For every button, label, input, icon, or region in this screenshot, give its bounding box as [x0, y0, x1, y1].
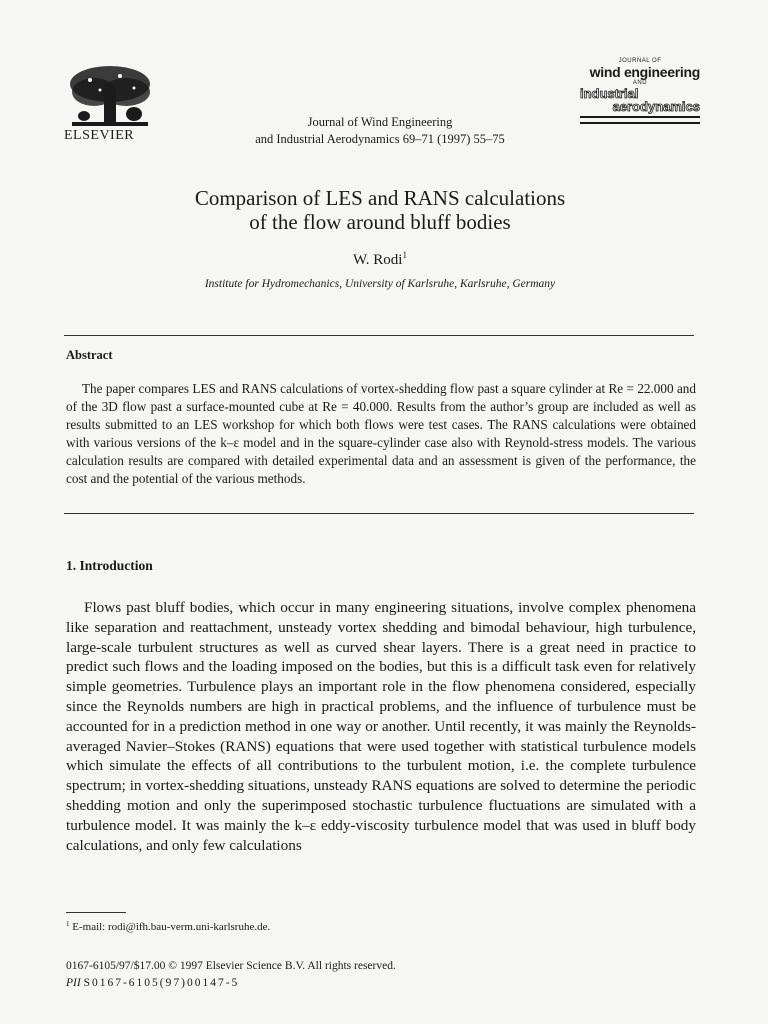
journal-line-1: Journal of Wind Engineering	[307, 115, 453, 129]
pii-code: S0167-6105(97)00147-5	[83, 977, 240, 989]
abstract-heading: Abstract	[66, 348, 113, 362]
author	[80, 250, 680, 269]
journal-line-2: and Industrial Aerodynamics 69–71 (1997) 55–75	[255, 132, 505, 146]
title-line-1: Comparison of LES and RANS calculations	[194, 186, 566, 210]
divider	[64, 513, 694, 514]
journal-logo-and: AND	[632, 80, 648, 86]
journal-logo-aerodynamics: aerodynamics	[612, 99, 700, 114]
journal-logo-wind: wind engineering	[589, 64, 700, 80]
copyright-line: 0167-6105/97/$17.00 © 1997 Elsevier Science B.V. All rights reserved.	[66, 960, 396, 972]
copyright-block	[66, 958, 396, 992]
abstract-text: The paper compares LES and RANS calculations of vortex-shedding flow past a square cylinder at Re = 22.000 and of the 3D flow past a surface-mounted cube at Re = 40.000. Results from the author’s group are included as well as results submitted to an LES workshop for which both flows were test cases. The RANS calculations were obtained with various versions of the k–ε model and in the square-cylinder case also with Reynold-stress models. The various calculation results are compared with detailed experimental data and an assessment is given of the performance, the cost and the potential of the various methods.	[66, 381, 696, 486]
author-footnote-mark: 1	[402, 250, 407, 260]
journal-reference	[180, 114, 580, 148]
divider	[64, 335, 694, 336]
affiliation: Institute for Hydromechanics, University of Karlsruhe, Karlsruhe, Germany	[204, 278, 556, 290]
pii-line	[66, 975, 396, 992]
footnote-mark: 1	[66, 920, 70, 928]
journal-logo-industrial: industrial	[580, 86, 639, 101]
author-name: W. Rodi	[353, 252, 403, 268]
title-line-2: of the flow around bluff bodies	[249, 210, 511, 234]
pii-label: PII	[66, 977, 81, 989]
footnote-divider	[66, 912, 126, 913]
footnote-email: E-mail: rodi@ifh.bau-verm.uni-karlsruhe.de.	[72, 921, 271, 933]
footnote	[66, 920, 270, 933]
intro-paragraph: Flows past bluff bodies, which occur in many engineering situations, involve complex phenomena like separation and reattachment, unsteady vortex shedding and bimodal behaviour, high turbulence, large-scale turbulent structures as well as curved shear layers. There is a great need in practice to predict such flows and the loading imposed on the bodies, but this is a difficult task even for relatively simple geometries. Turbulence plays an important role in the flow phenomena considered, especially since the Reynolds numbers are high in practical problems, and the influence of turbulence must be accounted for in a prediction method in one way or another. Until recently, it was mainly the Reynolds-averaged Navier–Stokes (RANS) equations that were used together with statistical turbulence models which simulate the effects of all contributions to the turbulent motion, i.e. the complete turbulence spectrum; in vortex-shedding situations, unsteady RANS equations are solved to determine the periodic shedding motion and only the superimposed stochastic turbulence fluctuations are simulated with a turbulence model. It was mainly the k–ε eddy-viscosity turbulence model that was used in bluff body calculations, and only few calculations	[66, 599, 696, 854]
journal-logo-rule	[580, 116, 700, 118]
journal-logo-top: JOURNAL OF	[618, 58, 662, 64]
publisher-name: ELSEVIER	[64, 128, 135, 143]
section-heading: 1. Introduction	[66, 558, 153, 573]
journal-logo-rule	[580, 122, 700, 124]
journal-logo	[580, 58, 700, 150]
elsevier-tree-logo-icon	[64, 62, 156, 132]
paper-title	[80, 186, 680, 234]
